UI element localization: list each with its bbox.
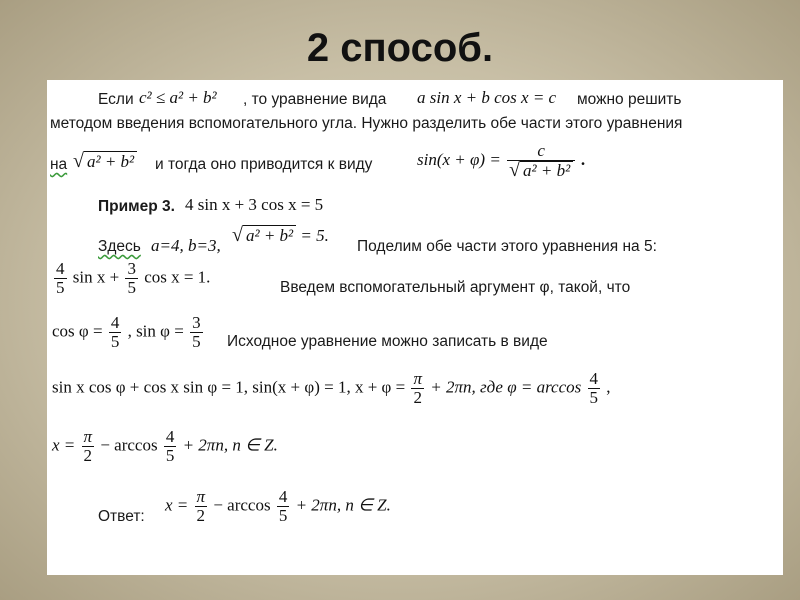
rewrite-text: Исходное уравнение можно записать в виде bbox=[227, 333, 548, 350]
slide-title: 2 способ. bbox=[306, 26, 494, 70]
cos-sin-definitions: cos φ = $\frac{4}{5}$ , sin φ = $\frac{3}{5}$ bbox=[52, 313, 201, 351]
method-text: методом введения вспомогательного угла. Нужно разделить обе части этого уравнения bbox=[50, 115, 683, 132]
if-word: Если bbox=[98, 91, 134, 108]
sqrt-expression: √ a² + b² bbox=[73, 150, 137, 173]
transform-chain: sin x cos φ + cos x sin φ = 1, sin(x + φ) = 1, x + φ = $\frac{\pi}{2}$ + 2πn, где φ = arccos $\frac{4}{5}$ , bbox=[52, 369, 611, 407]
here-word: Здесь bbox=[98, 238, 141, 255]
can-solve-text: можно решить bbox=[577, 91, 682, 108]
divided-equation: $\frac{4}{5}$ sin x + $\frac{3}{5}$ cos x = 1. bbox=[56, 259, 211, 297]
then-text: , то уравнение вида bbox=[243, 91, 387, 108]
content-panel bbox=[47, 80, 783, 575]
reduces-text: и тогда оно приводится к виду bbox=[155, 156, 373, 173]
coefficients: a=4, b=3, bbox=[151, 236, 221, 255]
solution-formula: x = $\frac{\pi}{2}$ − arccos $\frac{4}{5}$ + 2πn, n ∈ Z. bbox=[52, 427, 278, 465]
condition-formula: c² ≤ a² + b² bbox=[139, 88, 217, 107]
example-label: Пример 3. bbox=[98, 198, 175, 215]
on-word: на bbox=[50, 156, 68, 173]
answer-formula: x = $\frac{\pi}{2}$ − arccos $\frac{4}{5}$ + 2πn, n ∈ Z. bbox=[165, 487, 391, 525]
aux-argument-text: Введем вспомогательный аргумент φ, такой, что bbox=[280, 279, 631, 296]
divide-text: Поделим обе части этого уравнения на 5: bbox=[357, 238, 657, 255]
answer-label: Ответ: bbox=[98, 508, 145, 525]
sqrt-value: √ a² + b² = 5. bbox=[232, 224, 329, 246]
general-equation: a sin x + b cos x = c bbox=[417, 88, 557, 107]
example-equation: 4 sin x + 3 cos x = 5 bbox=[185, 195, 324, 214]
reduced-equation: sin(x + φ) = $\frac{c}{\text{√ a² + b²}}$ . bbox=[417, 141, 586, 181]
